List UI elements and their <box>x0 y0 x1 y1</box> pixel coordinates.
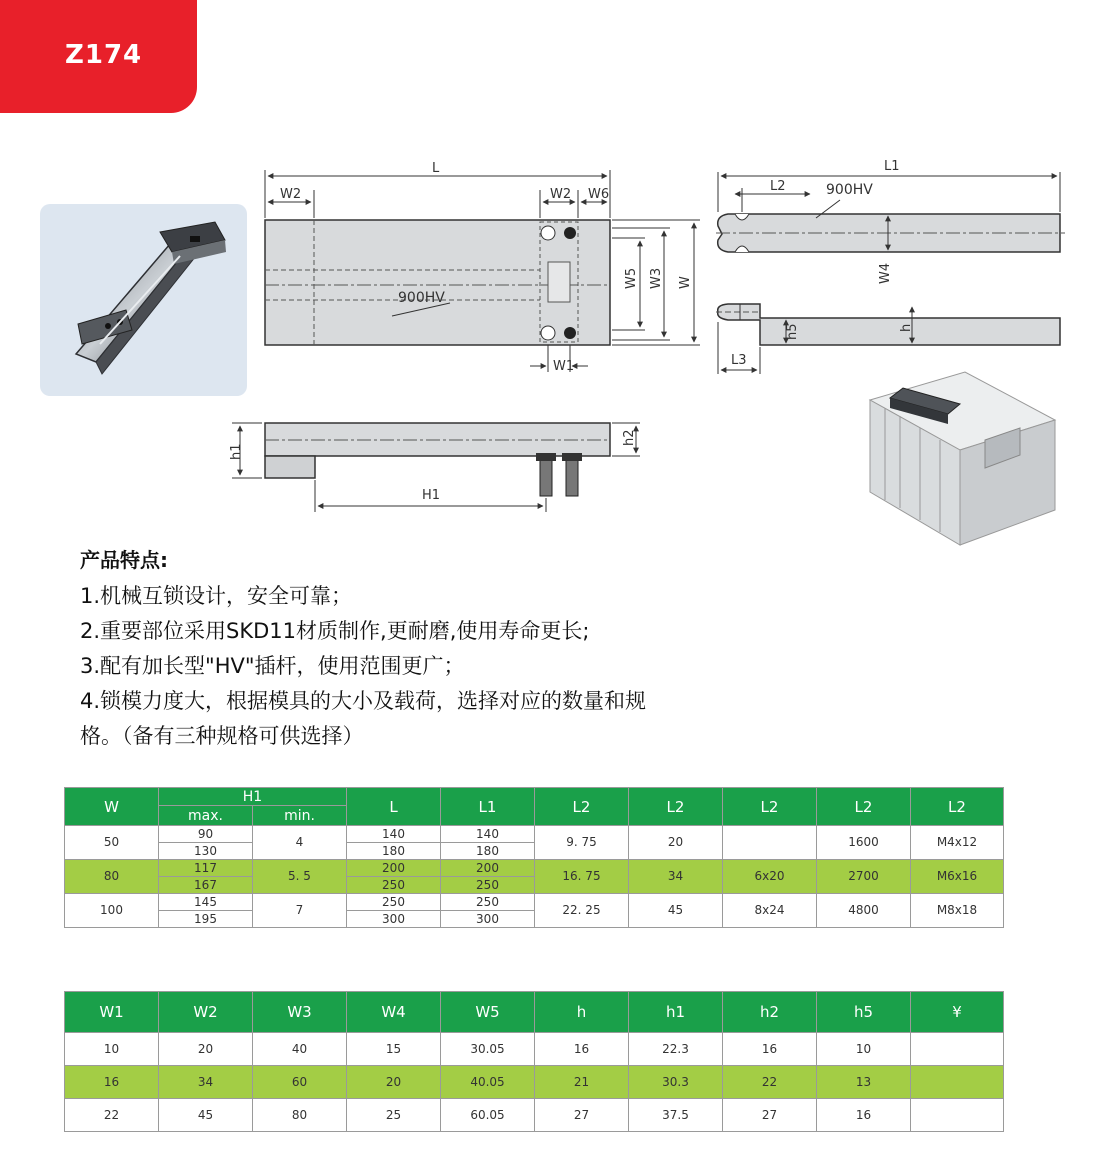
product-code-tag <box>0 0 197 113</box>
col-header-h1: h1 <box>629 992 723 1033</box>
cell <box>911 1099 1004 1132</box>
cell-c8: 2700 <box>817 860 911 894</box>
cell-c7: 8x24 <box>723 894 817 928</box>
cell: 30.05 <box>441 1033 535 1066</box>
mold-assembly-illustration <box>870 372 1055 545</box>
cell: 27 <box>723 1099 817 1132</box>
cell-c5: 16. 75 <box>535 860 629 894</box>
cell-c5: 22. 25 <box>535 894 629 928</box>
col-header-L1: L1 <box>441 788 535 826</box>
col-header-h5: h5 <box>817 992 911 1033</box>
cell-c6: 34 <box>629 860 723 894</box>
feature-line: 3.配有加长型"HV"插杆，使用范围更广； <box>80 654 465 678</box>
dim-H1: H1 <box>422 488 441 503</box>
col-header-h2: h2 <box>723 992 817 1033</box>
cell-c9: M4x12 <box>911 826 1004 860</box>
dim-L: L <box>432 161 440 176</box>
col-header-W: W <box>65 788 159 826</box>
cell-c7 <box>723 826 817 860</box>
cell-W: 80 <box>65 860 159 894</box>
cell-H1-min: 5. 5 <box>253 860 347 894</box>
features-title: 产品特点: <box>80 548 168 572</box>
dim-h1: h1 <box>229 443 244 460</box>
dim-W2-right: W2 <box>550 187 572 202</box>
cell-c9: M6x16 <box>911 860 1004 894</box>
cell-H1-max: 167 <box>159 877 253 894</box>
dim-h: h <box>899 323 914 332</box>
col-header-L2: L2 <box>817 788 911 826</box>
spec-table-1 <box>64 787 1004 928</box>
col-header-H1-min: min. <box>253 806 347 826</box>
dim-L3: L3 <box>731 353 747 368</box>
cell-L1: 140 <box>441 826 535 843</box>
col-header-H1-max: max. <box>159 806 253 826</box>
cell-H1-min: 4 <box>253 826 347 860</box>
cell: 20 <box>159 1033 253 1066</box>
col-header-H1: H1 <box>159 788 347 806</box>
col-header-price: ¥ <box>911 992 1004 1033</box>
table-row <box>65 1099 1004 1132</box>
cell: 10 <box>817 1033 911 1066</box>
cell-L: 250 <box>347 877 441 894</box>
cell: 16 <box>723 1033 817 1066</box>
feature-line: 1.机械互锁设计，安全可靠； <box>80 584 353 608</box>
col-header-L2: L2 <box>723 788 817 826</box>
cell: 13 <box>817 1066 911 1099</box>
technical-drawing <box>225 145 1080 555</box>
cell: 60 <box>253 1066 347 1099</box>
col-header-L2: L2 <box>629 788 723 826</box>
spec-table-2 <box>64 991 1004 1132</box>
cell-L1: 300 <box>441 911 535 928</box>
table-row <box>65 1033 1004 1066</box>
cell-L: 180 <box>347 843 441 860</box>
cell-L: 250 <box>347 894 441 911</box>
dim-h2: h2 <box>622 429 637 446</box>
cell-H1-max: 195 <box>159 911 253 928</box>
cell-W: 50 <box>65 826 159 860</box>
cell: 30.3 <box>629 1066 723 1099</box>
dim-W3: W3 <box>649 267 664 289</box>
side-view <box>229 423 640 512</box>
dim-h5: h5 <box>785 323 800 340</box>
pin-front-view <box>716 159 1065 284</box>
cell: 25 <box>347 1099 441 1132</box>
cell: 60.05 <box>441 1099 535 1132</box>
pin-side-view <box>716 304 1060 374</box>
cell-c5: 9. 75 <box>535 826 629 860</box>
cell-H1-min: 7 <box>253 894 347 928</box>
product-photo-image <box>40 204 247 396</box>
feature-line: 格。（备有三种规格可供选择） <box>80 724 364 748</box>
cell: 15 <box>347 1033 441 1066</box>
cell <box>911 1033 1004 1066</box>
cell-L1: 250 <box>441 877 535 894</box>
cell: 22.3 <box>629 1033 723 1066</box>
cell-c8: 4800 <box>817 894 911 928</box>
col-header-L: L <box>347 788 441 826</box>
col-header-h: h <box>535 992 629 1033</box>
dim-W2-top: W2 <box>280 187 302 202</box>
dim-L2: L2 <box>770 179 786 194</box>
dim-L1: L1 <box>884 159 900 174</box>
cell <box>911 1066 1004 1099</box>
top-view <box>265 220 610 345</box>
col-header-W4: W4 <box>347 992 441 1033</box>
cell: 16 <box>65 1066 159 1099</box>
cell: 80 <box>253 1099 347 1132</box>
cell-H1-max: 90 <box>159 826 253 843</box>
cell-L1: 250 <box>441 894 535 911</box>
cell: 22 <box>65 1099 159 1132</box>
cell-L: 200 <box>347 860 441 877</box>
dim-W6: W6 <box>588 187 610 202</box>
cell-c6: 45 <box>629 894 723 928</box>
cell-H1-max: 117 <box>159 860 253 877</box>
cell: 20 <box>347 1066 441 1099</box>
cell-L1: 180 <box>441 843 535 860</box>
dim-W5: W5 <box>624 267 639 289</box>
cell-L: 140 <box>347 826 441 843</box>
feature-line: 2.重要部位采用SKD11材质制作,更耐磨,使用寿命更长; <box>80 619 590 643</box>
dim-W4: W4 <box>878 262 893 284</box>
cell-W: 100 <box>65 894 159 928</box>
cell: 10 <box>65 1033 159 1066</box>
dim-W1: W1 <box>553 359 575 374</box>
dim-W: W <box>678 276 693 289</box>
cell-L1: 200 <box>441 860 535 877</box>
col-header-W3: W3 <box>253 992 347 1033</box>
table-row <box>65 1066 1004 1099</box>
cell-c6: 20 <box>629 826 723 860</box>
cell-c9: M8x18 <box>911 894 1004 928</box>
cell: 37.5 <box>629 1099 723 1132</box>
col-header-L2: L2 <box>911 788 1004 826</box>
hardness-label-top: 900HV <box>398 290 445 306</box>
hardness-label-pin: 900HV <box>826 182 873 198</box>
cell: 34 <box>159 1066 253 1099</box>
cell: 16 <box>535 1033 629 1066</box>
col-header-W5: W5 <box>441 992 535 1033</box>
cell: 22 <box>723 1066 817 1099</box>
col-header-W2: W2 <box>159 992 253 1033</box>
cell: 21 <box>535 1066 629 1099</box>
feature-line: 4.锁模力度大，根据模具的大小及载荷，选择对应的数量和规 <box>80 689 647 713</box>
product-features <box>80 544 800 754</box>
col-header-L2: L2 <box>535 788 629 826</box>
cell-H1-max: 130 <box>159 843 253 860</box>
cell: 40.05 <box>441 1066 535 1099</box>
product-code: Z174 <box>65 40 143 70</box>
cell: 27 <box>535 1099 629 1132</box>
cell: 45 <box>159 1099 253 1132</box>
cell: 16 <box>817 1099 911 1132</box>
cell-H1-max: 145 <box>159 894 253 911</box>
cell-L: 300 <box>347 911 441 928</box>
col-header-W1: W1 <box>65 992 159 1033</box>
cell: 40 <box>253 1033 347 1066</box>
product-photo <box>40 204 247 396</box>
cell-c8: 1600 <box>817 826 911 860</box>
cell-c7: 6x20 <box>723 860 817 894</box>
